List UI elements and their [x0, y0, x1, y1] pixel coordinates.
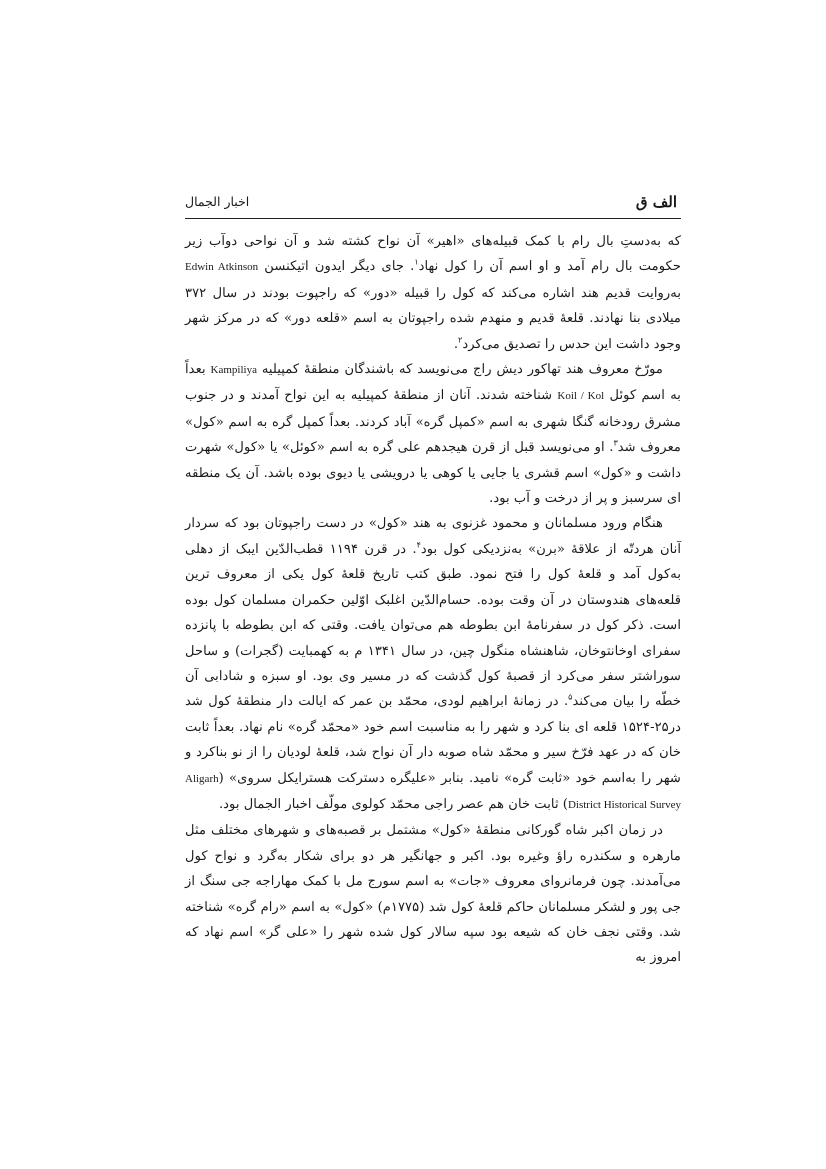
footnote-marker: ۴: [416, 540, 421, 550]
paragraph-text: بعداً به اسم کوئل: [185, 362, 681, 404]
paragraph-text: هنگام ورود مسلمانان و محمود غزنوی به هند «کول» در دست راجپوتان بود که سردار آنان هردتّه از علاقهٔ «برن» به‌نزدیکی کول بود: [185, 516, 681, 557]
page: [185, 0, 681, 1169]
latin-name: Kampiliya: [210, 364, 257, 377]
paragraph-2: [185, 357, 681, 511]
paragraph-text: به‌روایت قدیم هند اشاره می‌کند که کول را قبیله «دور» که راجپوت بودند در سال ۳۷۲ میلادی بنا نهادند. قلعهٔ قدیم و منهدم شده راجپوتان به اسم «قلعه دور» که در مرکز شهر وجود داشت این حدس را تصدیق می‌کرد: [185, 285, 681, 352]
latin-name: Edwin Atkinson: [185, 261, 259, 274]
paragraph-text: . او می‌نویسد قبل از قرن هیجدهم علی گره به اسم «کوئل» یا «کول» شهرت داشت و «کول» اسم قشری یا جایی یا کوهی یا درویشی یا دیوی بوده باشد. آن یک منطقه ای سرسبز و پر از درخت و آب بود.: [185, 440, 681, 507]
footnote-marker: ۵: [568, 692, 573, 702]
paragraph-1: [185, 229, 681, 357]
paragraph-text: در زمان اکبر شاه گورکانی منطقهٔ «کول» مشتمل بر قصبه‌های و شهرهای مختلف مثل مارهره و سکندره راؤ وغیره بود. اکبر و جهانگیر هر دو برای شکار به‌گرد و نواح کول می‌آمدند. چون فرمانروای معروف «جات» به اسم سورج مل با کمک مهاراجه جی سنگ از جی پور و لشکر مسلمانان حاکم قلعهٔ کول شد (۱۷۷۵م) «کول» به اسم «رام گره» شناخته شد. وقتی نجف خان که شیعه بود سپه سالار کول شده شهر را «علی گر» اسم نهاد که امروز به: [185, 823, 681, 966]
paragraph-text: . جای دیگر ایدون اتیکنسن: [264, 259, 415, 275]
paragraph-text: شناخته شدند. آنان از منطقهٔ کمپیلیه به این نواح آمدند و در جنوب مشرق رودخانه گنگا شهری به اسم «کمپل گره» آباد کردند. بعداً کمپل گره به اسم «کول» معروف شد: [185, 388, 682, 456]
paragraph-text: . در زمانهٔ ابراهیم لودی، محمّد بن عمر که ایالت دار منطقهٔ کول شد در۲۵-۱۵۲۴ قلعه ای بنا کرد و شهر را به مناسبت اسم خود «محمّد گره» نام نهاد. بعداً ثابت خان که در عهد فرّخ سیر و محمّد شاه صوبه دار آن نواح شد، قلعهٔ لودیان را از نو بناکرد و شهر را به‌اسم خود «ثابت گره» نامید. بنابر «علیگره دسترکت هسترایکل سروی» (: [185, 694, 681, 786]
footnote-marker: ۲: [458, 335, 463, 345]
footnote-marker: ۱: [414, 258, 419, 268]
running-title: اخبار الجمال: [185, 194, 250, 209]
page-folio: الف ق: [635, 193, 677, 211]
latin-name: Aligarh District Historical Survey: [185, 772, 681, 811]
latin-name: Koil / Kol: [557, 390, 605, 403]
paragraph-text: که به‌دستِ بال رام با کمک قبیله‌های «اهیر» آن نواح کشته شد و آن نواحی دوآب زیر حکومت بال رام آمد و او اسم آن را کول نهاد: [185, 234, 681, 275]
running-head: [185, 193, 681, 215]
footnote-marker: ۳: [613, 438, 618, 448]
paragraph-3: [185, 511, 681, 818]
paragraph-text: ) ثابت خان هم عصر راجی محمّد کولوی مولّف اخبار الجمال بود.: [218, 796, 568, 812]
paragraph-4: [185, 818, 681, 970]
paragraph-text: مورّخ معروف هند تهاکور دیش راج می‌نویسد که باشندگان منطقهٔ کمپیلیه: [261, 362, 663, 378]
header-divider: [185, 218, 681, 219]
paragraph-text: .: [453, 336, 459, 352]
body-text: [185, 229, 681, 971]
paragraph-text: . در قرن ۱۱۹۴ قطب‌الدّین ایبک از دهلی به‌کول آمد و قلعهٔ کول را فتح نمود. طبق کتب تاریخ قلعهٔ کول یکی از معروف ترین قلعه‌های هندوستان در آن وقت بوده. حسام‌الدّین اغلبک اوّلین حکمران مسلمان کول بوده است. ذکر کول در سفرنامهٔ ابن بطوطه هم می‌توان یافت. وقتی که ابن بطوطه با پانزده سفرای اوخانتوخان، شاهنشاه منگول چین، در سال ۱۳۴۱ م به کهمبایت (گجرات) و ساحل سوراشتر سفر می‌کرد از قصبهٔ کول گذشت که در مسیر وی بود. او سبزه و شادابی آن خطّه را بیان می‌کند: [185, 541, 681, 710]
